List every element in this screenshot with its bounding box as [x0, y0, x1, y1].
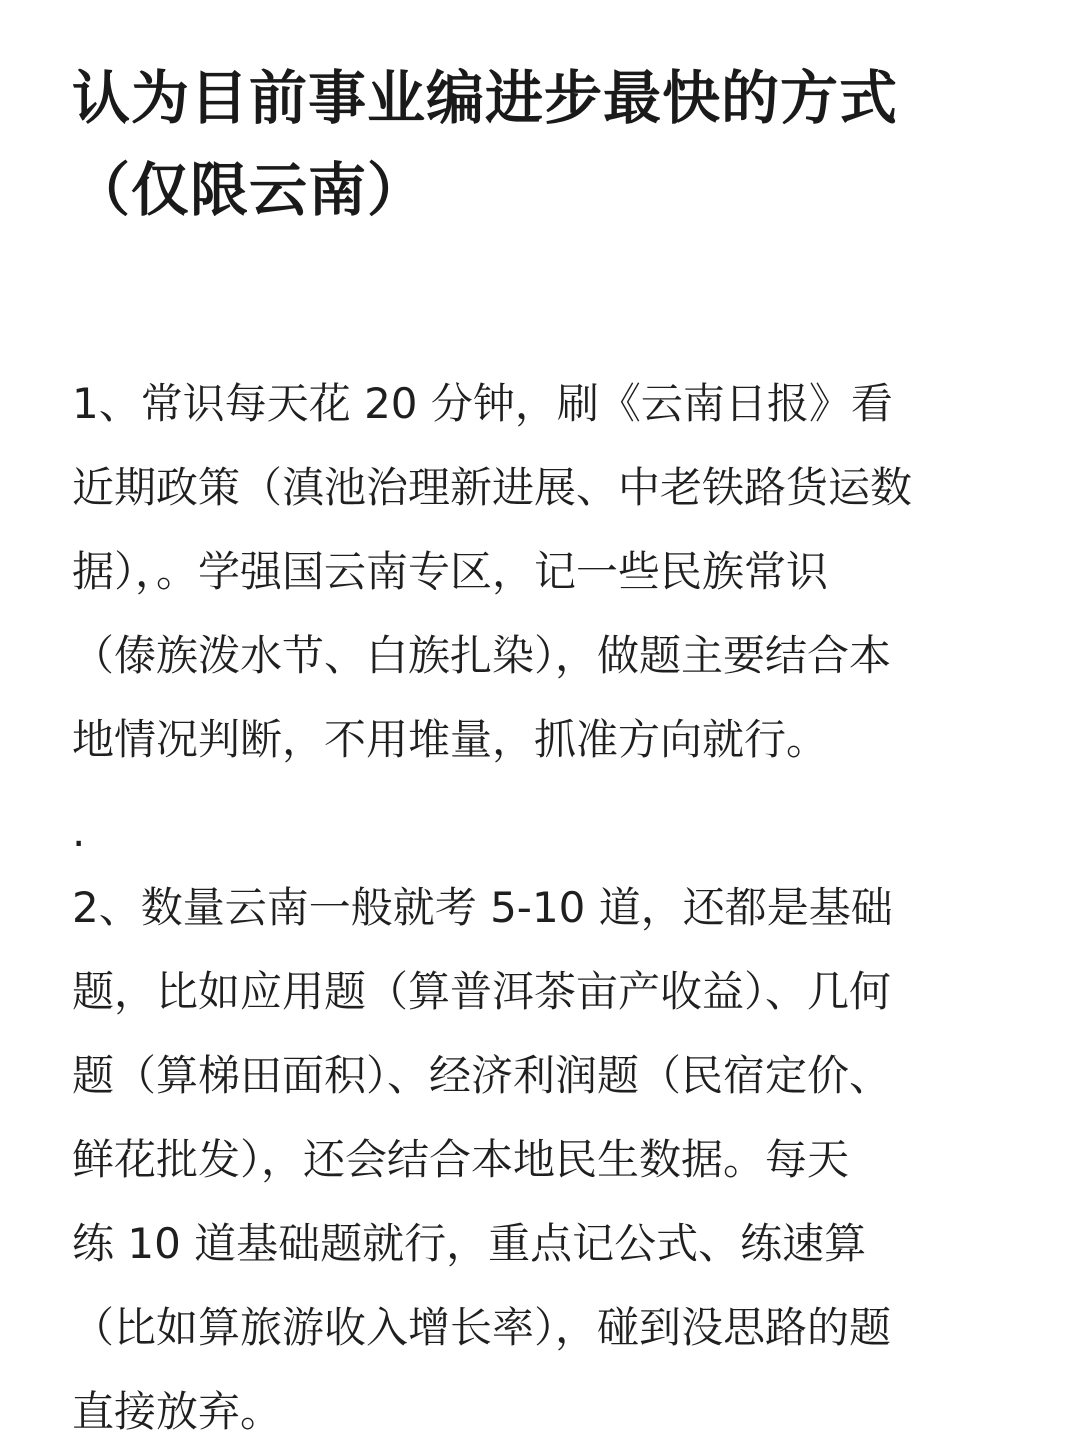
paragraph-line: 题（算梯田面积）、经济利润题（民宿定价、 — [72, 1051, 892, 1100]
separator-dot: . — [72, 807, 86, 856]
paragraph-line: 鲜花批发），还会结合本地民生数据。每天 — [72, 1135, 850, 1184]
paragraph-line: 题，比如应用题（算普洱茶亩产收益）、几何 — [72, 967, 892, 1016]
paragraph-line: 2、数量云南一般就考 5-10 道，还都是基础 — [72, 883, 893, 932]
title-line: 认为目前事业编进步最快的方式 — [72, 64, 899, 132]
paragraph-line: 1、常识每天花 20 分钟，刷《云南日报》看 — [72, 379, 893, 428]
title-line: （仅限云南） — [72, 156, 427, 224]
paragraph-line: （傣族泼水节、白族扎染），做题主要结合本 — [72, 631, 892, 680]
paragraph-line: （比如算旅游收入增长率），碰到没思路的题 — [72, 1303, 892, 1352]
paragraph-line: 直接放弃。 — [72, 1387, 283, 1436]
paragraph-line: 练 10 道基础题就行，重点记公式、练速算 — [72, 1219, 867, 1268]
paragraph-line: 地情况判断，不用堆量，抓准方向就行。 — [72, 715, 829, 764]
paragraph-line: 近期政策（滇池治理新进展、中老铁路货运数 — [72, 463, 913, 512]
paragraph-general-knowledge — [72, 362, 1022, 782]
paragraph-quantitative — [72, 866, 1022, 1454]
page-title — [72, 52, 1022, 236]
paragraph-line: 据），。学强国云南专区，记一些民族常识 — [72, 547, 829, 596]
